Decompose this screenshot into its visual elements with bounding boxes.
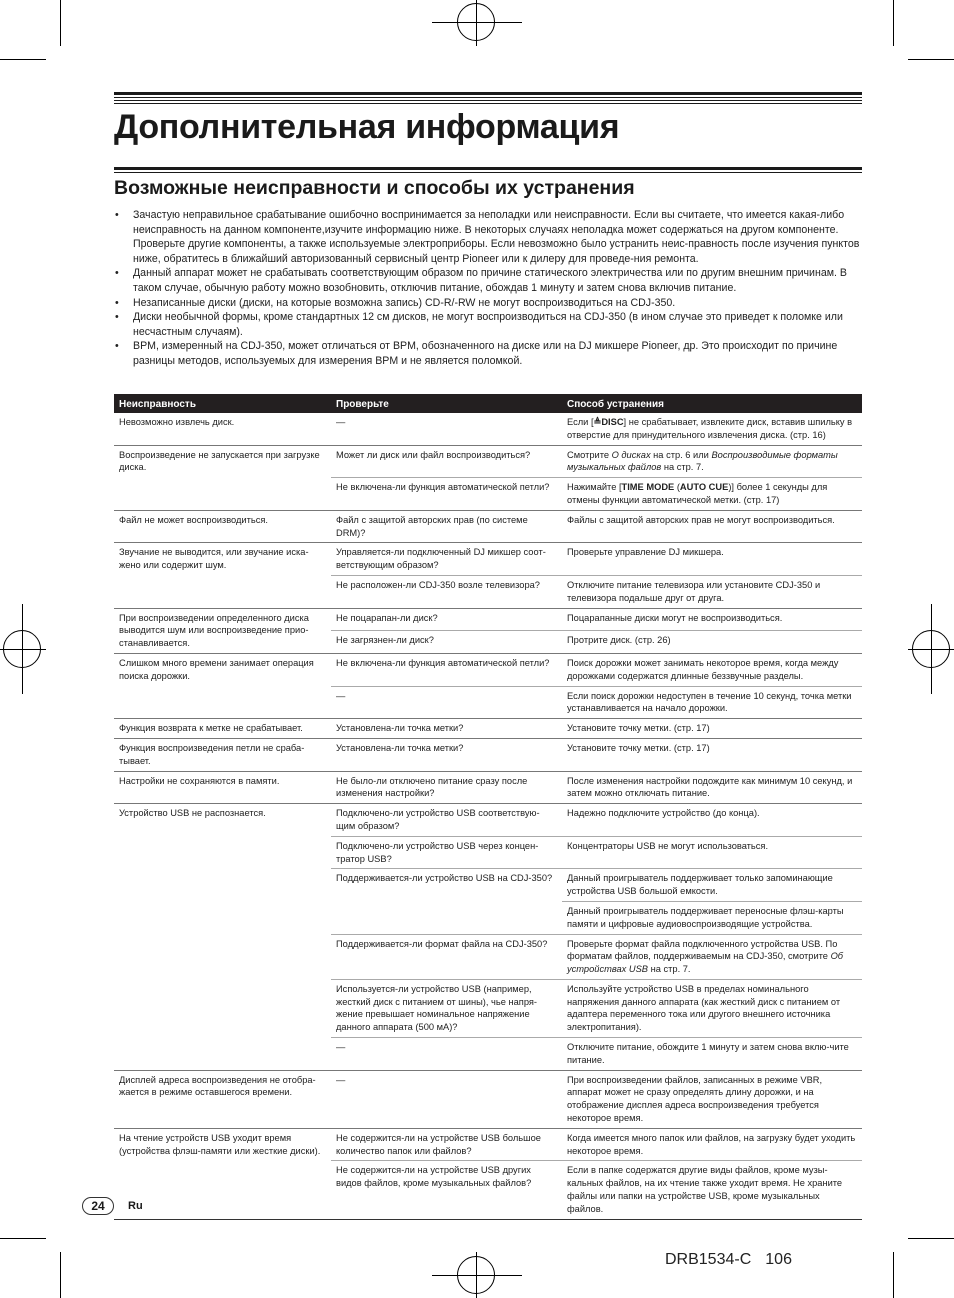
table-row [114, 738, 862, 771]
table-row [114, 510, 862, 543]
table-row [114, 1128, 862, 1161]
solution-cell: Поцарапанные диски могут не воспроизводиться. [562, 608, 862, 631]
section-title: Возможные неисправности и способы их устранения [114, 177, 635, 199]
crop-mark [893, 0, 894, 46]
check-cell: Не загрязнен-ли диск? [331, 631, 562, 654]
page-number-badge: 24 [82, 1197, 114, 1215]
check-cell: Установлена-ли точка метки? [331, 719, 562, 739]
problem-cell: Устройство USB не распознается. [114, 804, 331, 1071]
problem-cell: Файл не может воспроизводиться. [114, 510, 331, 543]
troubleshooting-table [114, 394, 862, 1220]
solution-cell: Файлы с защитой авторских прав не могут воспроизводиться. [562, 510, 862, 543]
problem-cell: Функция возврата к метке не срабатывает. [114, 719, 331, 739]
list-item: • BPM, измеренный на CDJ-350, может отличаться от BPM, обозначенного на диске или на DJ микшере Pioneer, др. Это происходит по причине разницы методов, используемых для измерения BPM и не является поломкой. [114, 339, 862, 368]
header-rule [114, 97, 862, 98]
solution-cell: Данный проигрыватель поддерживает переносные флэш-карты памяти и цифровые аудиовоспроизводящие устройства. [562, 901, 862, 934]
check-cell: Не было-ли отключено питание сразу после изменения настройки? [331, 771, 562, 804]
list-item: • Данный аппарат может не срабатывать соответствующим образом по причине статического электричества или по другим внешним причинам. В таком случае, обычную работу можно возобновить, отключив питание, обождав 1 минуту и затем снова включив питание. [114, 266, 862, 295]
table-row [114, 445, 862, 478]
solution-cell: Установите точку метки. (стр. 17) [562, 738, 862, 771]
disc-key-label: ≜DISC [593, 417, 624, 427]
page-title: Дополнительная информация [114, 108, 620, 146]
problem-cell: Воспроизведение не запускается при загрузке диска. [114, 445, 331, 510]
check-cell: Подключено-ли устройство USB через концен-тратор USB? [331, 836, 562, 869]
solution-cell: Используйте устройство USB в пределах номинального напряжения данного аппарата (как жесткий диск с питанием от адаптера переменного тока или другого внешнего источника электропитания). [562, 979, 862, 1037]
check-cell: Подключено-ли устройство USB соответствую-щим образом? [331, 804, 562, 837]
solution-cell: Отключите питание телевизора или установите CDJ-350 и телевизора подальше друг от друга. [562, 575, 862, 608]
check-cell: — [331, 686, 562, 719]
header-rule [114, 100, 862, 101]
column-header: Способ устранения [562, 394, 862, 413]
solution-cell: Если поиск дорожки недоступен в течение 10 секунд, точка метки устанавливается на начало дорожки. [562, 686, 862, 719]
problem-cell: Дисплей адреса воспроизведения не отобра-жается в режиме оставшегося времени. [114, 1070, 331, 1128]
problem-cell: Слишком много времени занимает операция поиска дорожки. [114, 653, 331, 718]
list-item: • Зачастую неправильное срабатывание ошибочно воспринимается за неполадки или неисправности. Если вы считаете, что имеется какая-либо неисправность на данном компоненте,изучите информацию ниже. В некоторых случаях неполадка может содержаться на другом компоненте. Проверьте другие компоненты, а также используемые электроприборы. Если невозможно было устранить неис-правность после изучения пунктов ниже, обратитесь в ближайший авторизованный сервисный центр Pioneer или к дилеру для проведе-ния ремонта. [114, 208, 862, 266]
crop-mark [0, 1238, 46, 1239]
solution-cell: Проверьте управление DJ микшера. [562, 543, 862, 576]
title-underline [114, 167, 862, 170]
notes-list [114, 208, 862, 369]
check-cell: Управляется-ли подключенный DJ микшер соот-ветствующим образом? [331, 543, 562, 576]
solution-cell: При воспроизведении файлов, записанных в режиме VBR, аппарат может не сразу определять длину дорожки, и на отображение дисплея адреса воспроизведения требуется некоторое время. [562, 1070, 862, 1128]
problem-cell: Настройки не сохраняются в памяти. [114, 771, 331, 804]
table-row [114, 771, 862, 804]
table-row [114, 653, 862, 686]
crop-mark [908, 1238, 954, 1239]
crop-mark [893, 1252, 894, 1298]
solution-cell: Отключите питание, обождите 1 минуту и затем снова вклю-чите питание. [562, 1038, 862, 1071]
table-row [114, 804, 862, 837]
table-row [114, 413, 862, 445]
doc-page: 106 [765, 1251, 792, 1268]
column-header: Неисправность [114, 394, 331, 413]
table-row [114, 719, 862, 739]
solution-cell: Данный проигрыватель поддерживает только запоминающие устройства USB большой емкости. [562, 869, 862, 902]
problem-cell: Функция воспроизведения петли не сраба-тывает. [114, 738, 331, 771]
solution-cell: Когда имеется много папок или файлов, на загрузку будет уходить некоторое время. [562, 1128, 862, 1161]
solution-cell: Поиск дорожки может занимать некоторое время, когда между дорожками содержатся длинные беззвучные разделы. [562, 653, 862, 686]
table-header-row [114, 394, 862, 413]
title-underline [114, 172, 862, 173]
check-cell: Файл с защитой авторских прав (по системе DRM)? [331, 510, 562, 543]
crop-mark [908, 59, 954, 60]
check-cell: Не включена-ли функция автоматической петли? [331, 478, 562, 511]
solution-cell: Протрите диск. (стр. 26) [562, 631, 862, 654]
header-rule [114, 103, 862, 104]
solution-cell: Если [≜DISC] не срабатывает, извлеките диск, вставив шпильку в отверстие для принудительного извлечения диска. (стр. 16) [562, 413, 862, 445]
list-item: • Диски необычной формы, кроме стандартных 12 см дисков, не могут воспроизводиться на CDJ-350 (в ином случае это приведет к поломке или несчастным случаям). [114, 310, 862, 339]
check-cell: — [331, 413, 562, 445]
crop-mark [60, 0, 61, 46]
solution-cell: После изменения настройки подождите как минимум 10 секунд, и затем можно отключать питание. [562, 771, 862, 804]
problem-cell: При воспроизведении определенного диска выводится шум или воспроизведение прио-станавливается. [114, 608, 331, 653]
check-cell: Не содержится-ли на устройстве USB других видов файлов, кроме музыкальных файлов? [331, 1161, 562, 1219]
check-cell: Не поцарапан-ли диск? [331, 608, 562, 631]
problem-cell: Звучание не выводится, или звучание иска-жено или содержит шум. [114, 543, 331, 608]
check-cell: Поддерживается-ли устройство USB на CDJ-350? [331, 869, 562, 934]
solution-cell: Если в папке содержатся другие виды файлов, кроме музы-кальных файлов, на их чтение также уходит время. Не храните файлы или папки на устройстве USB, кроме музыкальных файлов. [562, 1161, 862, 1219]
check-cell: — [331, 1070, 562, 1128]
list-item: • Незаписанные диски (диски, на которые возможна запись) CD-R/-RW не могут воспроизводиться на CDJ-350. [114, 296, 862, 311]
table-row [114, 1070, 862, 1128]
crop-mark [60, 1252, 61, 1298]
check-cell: Не расположен-ли CDJ-350 возле телевизора? [331, 575, 562, 608]
header-rule [114, 92, 862, 95]
solution-cell: Надежно подключите устройство (до конца). [562, 804, 862, 837]
doc-code: DRB1534-C [665, 1251, 752, 1268]
check-cell: Используется-ли устройство USB (например, жесткий диск с питанием от шины), чье напря-жение превышает номинальное напряжение данного аппарата (500 мА)? [331, 979, 562, 1037]
solution-cell: Концентраторы USB не могут использоваться. [562, 836, 862, 869]
problem-cell: Невозможно извлечь диск. [114, 413, 331, 445]
column-header: Проверьте [331, 394, 562, 413]
check-cell: Может ли диск или файл воспроизводиться? [331, 445, 562, 478]
language-label: Ru [128, 1200, 143, 1212]
check-cell: Поддерживается-ли формат файла на CDJ-350? [331, 934, 562, 979]
table-row [114, 543, 862, 576]
crop-mark [0, 59, 46, 60]
check-cell: Не содержится-ли на устройстве USB большое количество папок или файлов? [331, 1128, 562, 1161]
table-row [114, 608, 862, 631]
check-cell: — [331, 1038, 562, 1071]
solution-cell: Проверьте формат файла подключенного устройства USB. По форматам файлов, поддерживаемым на CDJ-350, смотрите Об устройствах USB на стр. 7. [562, 934, 862, 979]
solution-cell: Смотрите О дисках на стр. 6 или Воспроизводимые форматы музыкальных файлов на стр. 7. [562, 445, 862, 478]
solution-cell: Установите точку метки. (стр. 17) [562, 719, 862, 739]
solution-cell: Нажимайте [TIME MODE (AUTO CUE)] более 1 секунды для отмены функции автоматической метки. (стр. 17) [562, 478, 862, 511]
check-cell: Установлена-ли точка метки? [331, 738, 562, 771]
document-reference [665, 1251, 792, 1269]
problem-cell: На чтение устройств USB уходит время (устройства флэш-памяти или жесткие диски). [114, 1128, 331, 1219]
check-cell: Не включена-ли функция автоматической петли? [331, 653, 562, 686]
